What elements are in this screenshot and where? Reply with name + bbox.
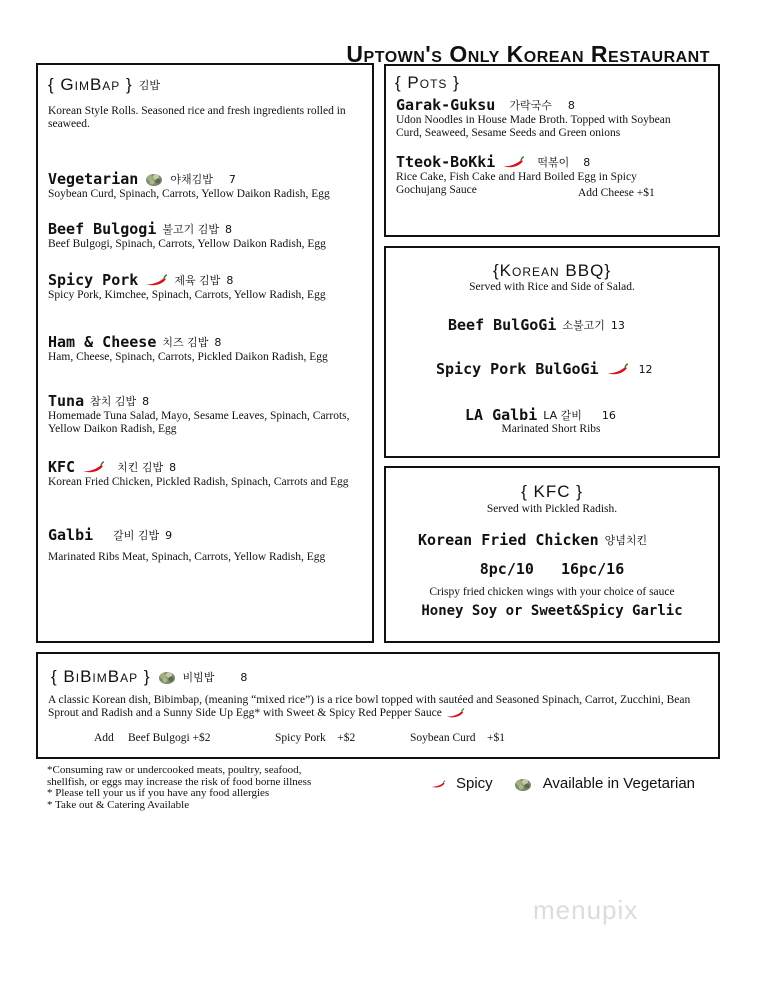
item-korean: 갈비 김밥 — [113, 529, 160, 542]
kfc-sizes: 8pc/10 16pc/16 — [479, 560, 625, 578]
item-name: Ham & Cheese — [48, 333, 157, 351]
bibimbap-addon-beef: Beef Bulgogi +$2 — [128, 732, 211, 744]
item-name: KFC — [48, 458, 76, 476]
footer-note: shellfish, or eggs may increase the risk of food borne illness — [47, 775, 312, 788]
kfc-name: Korean Fried Chicken — [418, 531, 599, 549]
item-korean: 떡볶이 — [537, 156, 570, 169]
item-korean: 가락국수 — [509, 99, 552, 112]
legend-vegetarian: Available in Vegetarian — [542, 775, 696, 792]
gimbap-item-galbi — [48, 526, 368, 564]
watermark: menupix — [533, 895, 639, 925]
item-price: 8 — [225, 222, 233, 236]
bbq-section — [384, 246, 720, 458]
pots-item-tteokbokki — [396, 153, 716, 197]
item-name: Beef BulGoGi — [448, 316, 557, 334]
item-name: Vegetarian — [48, 170, 139, 188]
item-price: 8 — [226, 273, 234, 287]
legend-spicy: Spicy — [456, 775, 493, 792]
item-korean: 야채김밥 — [170, 173, 213, 186]
gimbap-description: Korean Style Rolls. Seasoned rice and fresh ingredients rolled in seaweed. — [48, 105, 346, 130]
page-title: Uptown's Only Korean Restaurant — [346, 41, 710, 67]
footer-note: *Consuming raw or undercooked meats, poultry, seafood, — [47, 764, 302, 776]
item-price: 8 — [169, 460, 177, 474]
bbq-item-la-galbi — [465, 406, 616, 424]
item-price: 8 — [142, 394, 150, 408]
footer-note: * Take out & Catering Available — [47, 798, 190, 811]
item-price: 8 — [567, 98, 575, 112]
item-price: 12 — [638, 362, 653, 376]
chili-icon — [81, 461, 105, 473]
bibimbap-title: { BiBimBap } — [51, 667, 151, 686]
chili-icon — [430, 779, 446, 789]
item-desc: Beef Bulgogi, Spinach, Carrots, Yellow Daikon Radish, Egg — [48, 238, 326, 250]
gimbap-title: { GimBap } — [48, 75, 133, 94]
item-korean: 불고기 김밥 — [162, 223, 220, 236]
bibimbap-desc — [48, 694, 713, 720]
pots-addon-cheese: Add Cheese +$1 — [578, 187, 655, 199]
gimbap-item-ham-cheese — [48, 333, 368, 364]
item-price: 16 — [601, 408, 616, 422]
item-price: 7 — [228, 172, 236, 186]
chili-icon — [144, 274, 168, 286]
item-desc: Udon Noodles in House Made Broth. Topped with Soybean Curd, Seaweed, Sesame Seeds and Green onions — [396, 114, 671, 139]
item-name: Tteok-BoKki — [396, 153, 496, 171]
bibimbap-price: 8 — [240, 670, 248, 684]
bibimbap-add-label: Add — [94, 732, 114, 744]
gimbap-item-kfc — [48, 458, 358, 489]
kfc-desc: Crispy fried chicken wings with your choice of sauce — [429, 586, 675, 598]
bibimbap-addon-pork: Spicy Pork +$2 — [275, 732, 356, 744]
vegetarian-icon — [157, 669, 177, 685]
item-name: LA Galbi — [465, 406, 538, 424]
item-desc: Soybean Curd, Spinach, Carrots, Yellow Daikon Radish, Egg — [48, 188, 330, 200]
vegetarian-icon — [513, 776, 533, 792]
legend — [430, 775, 695, 792]
item-price: 8 — [214, 335, 222, 349]
item-korean: 치킨 김밥 — [117, 461, 164, 474]
gimbap-item-tuna — [48, 392, 358, 436]
gimbap-item-vegetarian — [48, 170, 368, 201]
chili-icon — [445, 708, 465, 718]
gimbap-section — [36, 63, 374, 643]
bbq-item-beef-bulgogi — [448, 316, 625, 334]
item-price: 13 — [610, 318, 625, 332]
bibimbap-korean: 비빔밥 — [182, 671, 215, 684]
item-desc: Spicy Pork, Kimchee, Spinach, Carrots, Yellow Radish, Egg — [48, 289, 326, 301]
gimbap-item-spicy-pork — [48, 271, 368, 302]
footer-note: * Please tell your us if you have any food allergies — [47, 787, 270, 799]
pots-item-garak-guksu — [396, 96, 716, 140]
kfc-item — [418, 531, 647, 549]
item-korean: 제육 김밥 — [174, 274, 221, 287]
item-price: 8 — [583, 155, 591, 169]
item-desc: Ham, Cheese, Spinach, Carrots, Pickled Daikon Radish, Egg — [48, 351, 328, 363]
vegetarian-icon — [144, 171, 164, 187]
kfc-title: { KFC } — [521, 482, 583, 501]
item-name: Tuna — [48, 392, 85, 410]
item-korean: 참치 김밥 — [90, 395, 137, 408]
item-korean: 치즈 김밥 — [162, 336, 209, 349]
item-name: Galbi — [48, 526, 94, 544]
item-name: Spicy Pork BulGoGi — [436, 360, 599, 378]
footer-notes — [47, 765, 311, 811]
gimbap-korean: 김밥 — [138, 79, 160, 92]
item-korean: 소불고기 — [562, 319, 605, 332]
item-name: Spicy Pork — [48, 271, 139, 289]
kfc-subtitle: Served with Pickled Radish. — [486, 503, 618, 515]
kfc-korean: 양념치킨 — [604, 534, 648, 547]
bibimbap-section — [36, 652, 720, 759]
kfc-section — [384, 466, 720, 643]
item-desc: Marinated Ribs Meat, Spinach, Carrots, Yellow Radish, Egg — [48, 551, 326, 563]
chili-icon — [605, 363, 629, 375]
bbq-item-spicy-pork-bulgogi — [436, 360, 653, 378]
bbq-subtitle: Served with Rice and Side of Salad. — [469, 281, 635, 293]
kfc-sauces: Honey Soy or Sweet&Spicy Garlic — [421, 603, 683, 619]
bbq-title: {Korean BBQ} — [493, 261, 611, 280]
item-desc: Korean Fried Chicken, Pickled Radish, Spinach, Carrots and Egg — [48, 476, 349, 488]
bibimbap-addon-tofu: Soybean Curd +$1 — [410, 732, 505, 744]
bbq-la-galbi-desc: Marinated Short Ribs — [501, 423, 601, 435]
pots-title: { Pots } — [395, 73, 460, 92]
item-name: Beef Bulgogi — [48, 220, 157, 238]
bibimbap-desc-text: A classic Korean dish, Bibimbap, (meaning “mixed rice”) is a rice bowl topped with sautéed and Seasoned Spinach, Carrot, Zucchini, Bean Sprout and Radish and a Sunny Side Up Egg* with Sweet & Spicy Red Pepper Sauce — [48, 694, 691, 719]
item-desc: Rice Cake, Fish Cake and Hard Boiled Egg in Spicy Gochujang Sauce — [396, 171, 637, 196]
pots-section — [384, 64, 720, 237]
chili-icon — [501, 156, 525, 168]
item-price: 9 — [165, 528, 173, 542]
item-name: Garak-Guksu — [396, 96, 496, 114]
item-desc: Homemade Tuna Salad, Mayo, Sesame Leaves, Spinach, Carrots, Yellow Daikon Radish, Egg — [48, 410, 350, 435]
item-korean: LA 갈비 — [543, 409, 582, 422]
gimbap-item-beef-bulgogi — [48, 220, 368, 251]
